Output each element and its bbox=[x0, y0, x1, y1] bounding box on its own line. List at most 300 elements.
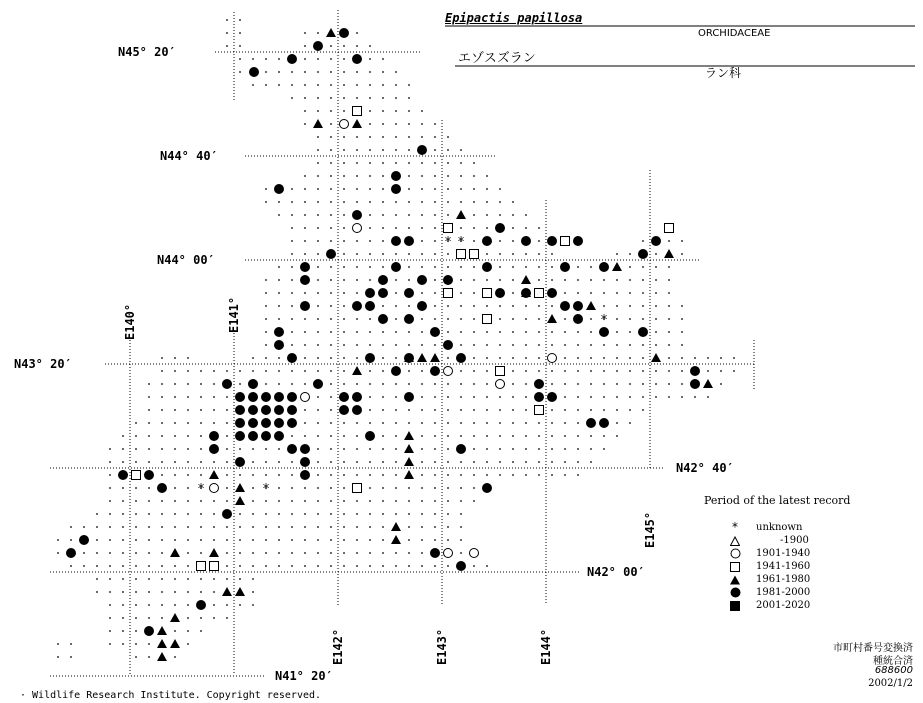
survey-dot bbox=[226, 422, 228, 424]
survey-dot bbox=[616, 331, 618, 333]
survey-dot bbox=[629, 396, 631, 398]
survey-dot bbox=[499, 409, 501, 411]
survey-dot bbox=[694, 357, 696, 359]
japanese-name: エゾスズラン bbox=[458, 51, 536, 66]
survey-dot bbox=[161, 526, 163, 528]
survey-dot bbox=[187, 396, 189, 398]
filled-triangle-icon bbox=[728, 575, 742, 585]
survey-dot bbox=[265, 513, 267, 515]
survey-dot bbox=[174, 578, 176, 580]
survey-dot bbox=[265, 71, 267, 73]
asterisk-icon: * bbox=[731, 520, 739, 534]
survey-dot bbox=[668, 292, 670, 294]
survey-dot bbox=[343, 474, 345, 476]
survey-dot bbox=[603, 396, 605, 398]
record-open-square bbox=[470, 250, 479, 259]
survey-dot bbox=[174, 513, 176, 515]
survey-dot bbox=[395, 487, 397, 489]
survey-dot bbox=[525, 370, 527, 372]
survey-dot bbox=[512, 292, 514, 294]
survey-dot bbox=[187, 435, 189, 437]
survey-dot bbox=[252, 448, 254, 450]
survey-dot bbox=[174, 370, 176, 372]
survey-dot bbox=[278, 370, 280, 372]
survey-dot bbox=[304, 292, 306, 294]
survey-dot bbox=[577, 279, 579, 281]
survey-dot bbox=[473, 383, 475, 385]
survey-dot bbox=[122, 591, 124, 593]
survey-dot bbox=[512, 435, 514, 437]
survey-dot bbox=[330, 110, 332, 112]
record-filled-circle bbox=[209, 444, 219, 454]
legend-item-1941-1960 bbox=[728, 560, 810, 573]
survey-dot bbox=[148, 435, 150, 437]
survey-dot bbox=[213, 591, 215, 593]
survey-dot bbox=[226, 45, 228, 47]
survey-dot bbox=[317, 84, 319, 86]
survey-dot bbox=[421, 526, 423, 528]
survey-dot bbox=[356, 175, 358, 177]
record-filled-circle bbox=[196, 600, 206, 610]
survey-dot bbox=[512, 383, 514, 385]
survey-dot bbox=[408, 526, 410, 528]
survey-dot bbox=[122, 565, 124, 567]
survey-dot bbox=[343, 513, 345, 515]
survey-dot bbox=[486, 409, 488, 411]
survey-dot bbox=[174, 383, 176, 385]
survey-dot bbox=[252, 487, 254, 489]
survey-dot bbox=[265, 84, 267, 86]
survey-dot bbox=[265, 461, 267, 463]
survey-dot bbox=[382, 214, 384, 216]
survey-dot bbox=[265, 279, 267, 281]
survey-dot bbox=[434, 253, 436, 255]
survey-dot bbox=[447, 422, 449, 424]
survey-dot bbox=[395, 292, 397, 294]
record-filled-triangle bbox=[222, 587, 232, 596]
survey-dot bbox=[395, 500, 397, 502]
survey-dot bbox=[343, 110, 345, 112]
survey-dot bbox=[356, 435, 358, 437]
record-filled-circle bbox=[261, 392, 271, 402]
record-filled-circle bbox=[352, 301, 362, 311]
survey-dot bbox=[330, 58, 332, 60]
record-filled-circle bbox=[339, 28, 349, 38]
record-filled-circle bbox=[222, 379, 232, 389]
survey-dot bbox=[408, 539, 410, 541]
survey-dot bbox=[499, 214, 501, 216]
record-filled-circle bbox=[222, 509, 232, 519]
survey-dot bbox=[135, 591, 137, 593]
survey-dot bbox=[512, 253, 514, 255]
survey-dot bbox=[330, 526, 332, 528]
survey-dot bbox=[382, 175, 384, 177]
survey-dot bbox=[304, 435, 306, 437]
survey-dot bbox=[187, 591, 189, 593]
survey-dot bbox=[369, 461, 371, 463]
survey-dot bbox=[616, 396, 618, 398]
survey-dot bbox=[291, 526, 293, 528]
survey-dot bbox=[421, 422, 423, 424]
record-filled-triangle bbox=[209, 548, 219, 557]
survey-dot bbox=[148, 539, 150, 541]
legend-item-2001-2020 bbox=[728, 599, 810, 612]
grid-lines bbox=[50, 10, 755, 676]
survey-dot bbox=[174, 422, 176, 424]
survey-dot bbox=[499, 422, 501, 424]
record-filled-circle bbox=[573, 314, 583, 324]
survey-dot bbox=[148, 526, 150, 528]
survey-dot bbox=[525, 435, 527, 437]
survey-dot bbox=[434, 474, 436, 476]
record-filled-circle bbox=[430, 548, 440, 558]
survey-dot bbox=[473, 370, 475, 372]
survey-dot bbox=[460, 344, 462, 346]
survey-dot bbox=[122, 513, 124, 515]
survey-dot bbox=[226, 578, 228, 580]
legend-item-unknown bbox=[728, 521, 802, 534]
survey-dot bbox=[161, 461, 163, 463]
survey-dot bbox=[317, 279, 319, 281]
survey-dot bbox=[226, 396, 228, 398]
survey-dot bbox=[187, 409, 189, 411]
record-filled-triangle bbox=[703, 379, 713, 388]
survey-dot bbox=[473, 201, 475, 203]
survey-dot bbox=[369, 565, 371, 567]
survey-dot bbox=[512, 305, 514, 307]
survey-dot bbox=[421, 513, 423, 515]
survey-dot bbox=[148, 656, 150, 658]
survey-dot bbox=[109, 487, 111, 489]
survey-dot bbox=[291, 552, 293, 554]
survey-dot bbox=[577, 461, 579, 463]
survey-dot bbox=[512, 318, 514, 320]
survey-dot bbox=[161, 617, 163, 619]
record-filled-circle bbox=[547, 392, 557, 402]
survey-dot bbox=[174, 565, 176, 567]
survey-dot bbox=[330, 383, 332, 385]
survey-dot bbox=[317, 487, 319, 489]
survey-dot bbox=[356, 357, 358, 359]
survey-dot bbox=[395, 253, 397, 255]
survey-dot bbox=[369, 136, 371, 138]
survey-dot bbox=[213, 422, 215, 424]
survey-dot bbox=[616, 305, 618, 307]
survey-dot bbox=[213, 578, 215, 580]
survey-dot bbox=[83, 526, 85, 528]
survey-dot bbox=[304, 513, 306, 515]
survey-dot bbox=[551, 266, 553, 268]
survey-dot bbox=[434, 266, 436, 268]
survey-dot bbox=[200, 552, 202, 554]
survey-dot bbox=[278, 279, 280, 281]
survey-dot bbox=[109, 578, 111, 580]
survey-dot bbox=[252, 604, 254, 606]
survey-dot bbox=[473, 344, 475, 346]
survey-dot bbox=[668, 344, 670, 346]
survey-dot bbox=[109, 539, 111, 541]
legend-item-1961-1980 bbox=[728, 573, 810, 586]
record-filled-circle bbox=[417, 301, 427, 311]
survey-dot bbox=[421, 240, 423, 242]
survey-dot bbox=[109, 591, 111, 593]
record-filled-circle bbox=[287, 405, 297, 415]
survey-dot bbox=[304, 344, 306, 346]
record-filled-circle bbox=[274, 418, 284, 428]
record-open-square bbox=[353, 107, 362, 116]
survey-dot bbox=[369, 487, 371, 489]
survey-dot bbox=[213, 539, 215, 541]
survey-dot bbox=[369, 383, 371, 385]
survey-dot bbox=[304, 45, 306, 47]
survey-dot bbox=[369, 500, 371, 502]
survey-dot bbox=[252, 591, 254, 593]
survey-dot bbox=[291, 71, 293, 73]
survey-dot bbox=[460, 383, 462, 385]
lon-label-144: E144° bbox=[539, 628, 553, 665]
survey-dot bbox=[330, 214, 332, 216]
survey-dot bbox=[187, 383, 189, 385]
survey-dot bbox=[447, 253, 449, 255]
survey-dot bbox=[408, 279, 410, 281]
survey-dot bbox=[317, 396, 319, 398]
survey-dot bbox=[421, 474, 423, 476]
survey-dot bbox=[564, 448, 566, 450]
survey-dot bbox=[356, 331, 358, 333]
survey-dot bbox=[226, 370, 228, 372]
survey-dot bbox=[135, 539, 137, 541]
survey-dot bbox=[356, 422, 358, 424]
survey-dot bbox=[512, 370, 514, 372]
record-filled-circle bbox=[79, 535, 89, 545]
survey-dot bbox=[460, 500, 462, 502]
survey-dot bbox=[278, 201, 280, 203]
survey-dot bbox=[161, 513, 163, 515]
survey-dot bbox=[317, 305, 319, 307]
survey-dot bbox=[395, 318, 397, 320]
survey-dot bbox=[369, 123, 371, 125]
survey-dot bbox=[174, 500, 176, 502]
record-filled-circle bbox=[300, 457, 310, 467]
record-open-circle bbox=[496, 380, 505, 389]
survey-dot bbox=[486, 383, 488, 385]
survey-dot bbox=[356, 461, 358, 463]
survey-dot bbox=[473, 305, 475, 307]
record-filled-triangle bbox=[391, 522, 401, 531]
survey-dot bbox=[70, 643, 72, 645]
survey-dot bbox=[460, 539, 462, 541]
survey-dot bbox=[356, 526, 358, 528]
survey-dot bbox=[356, 149, 358, 151]
survey-dot bbox=[629, 279, 631, 281]
survey-dot bbox=[148, 409, 150, 411]
survey-dot bbox=[161, 357, 163, 359]
survey-dot bbox=[434, 565, 436, 567]
survey-dot bbox=[642, 266, 644, 268]
survey-dot bbox=[174, 604, 176, 606]
survey-dot bbox=[304, 552, 306, 554]
record-filled-circle bbox=[300, 470, 310, 480]
survey-dot bbox=[642, 370, 644, 372]
survey-dot bbox=[304, 422, 306, 424]
survey-dot bbox=[187, 643, 189, 645]
survey-dot bbox=[148, 552, 150, 554]
legend-item-1981-2000 bbox=[728, 586, 810, 599]
survey-dot bbox=[278, 71, 280, 73]
survey-dot bbox=[577, 474, 579, 476]
survey-dot bbox=[395, 279, 397, 281]
survey-dot bbox=[356, 474, 358, 476]
survey-dot bbox=[161, 565, 163, 567]
record-filled-circle bbox=[391, 236, 401, 246]
survey-dot bbox=[200, 474, 202, 476]
survey-dot bbox=[343, 565, 345, 567]
survey-dot bbox=[447, 526, 449, 528]
survey-dot bbox=[382, 448, 384, 450]
survey-dot bbox=[434, 227, 436, 229]
lat-label-43-20: N43° 20′ bbox=[14, 357, 72, 371]
survey-dot bbox=[668, 396, 670, 398]
survey-dot bbox=[460, 422, 462, 424]
survey-dot bbox=[655, 292, 657, 294]
record-asterisk: * bbox=[262, 482, 270, 497]
survey-dot bbox=[382, 149, 384, 151]
survey-dot bbox=[447, 435, 449, 437]
survey-dot bbox=[421, 344, 423, 346]
survey-dot bbox=[395, 396, 397, 398]
legend-label: unknown bbox=[756, 522, 803, 533]
survey-dot bbox=[239, 19, 241, 21]
survey-dot bbox=[486, 331, 488, 333]
survey-dot bbox=[304, 357, 306, 359]
record-filled-circle bbox=[313, 41, 323, 51]
survey-dot bbox=[460, 513, 462, 515]
survey-dot bbox=[239, 604, 241, 606]
record-filled-triangle bbox=[170, 639, 180, 648]
survey-dot bbox=[343, 149, 345, 151]
record-filled-circle bbox=[547, 288, 557, 298]
record-filled-circle bbox=[157, 483, 167, 493]
survey-dot bbox=[265, 305, 267, 307]
survey-dot bbox=[122, 487, 124, 489]
survey-dot bbox=[499, 188, 501, 190]
survey-dot bbox=[707, 357, 709, 359]
record-filled-circle bbox=[249, 67, 259, 77]
survey-dot bbox=[603, 292, 605, 294]
survey-dot bbox=[343, 526, 345, 528]
survey-dot bbox=[291, 305, 293, 307]
record-filled-circle bbox=[365, 431, 375, 441]
survey-dot bbox=[447, 188, 449, 190]
survey-dot bbox=[577, 292, 579, 294]
record-filled-circle bbox=[248, 418, 258, 428]
survey-dot bbox=[382, 383, 384, 385]
survey-dot bbox=[187, 461, 189, 463]
survey-dot bbox=[83, 565, 85, 567]
survey-dot bbox=[564, 357, 566, 359]
survey-dot bbox=[395, 110, 397, 112]
survey-dot bbox=[499, 448, 501, 450]
survey-dot bbox=[161, 383, 163, 385]
survey-dot bbox=[421, 409, 423, 411]
survey-dot bbox=[148, 461, 150, 463]
legend-label: -1900 bbox=[780, 535, 809, 546]
survey-dot bbox=[473, 331, 475, 333]
record-open-square bbox=[665, 224, 674, 233]
survey-dot bbox=[330, 188, 332, 190]
record-filled-circle bbox=[300, 444, 310, 454]
survey-dot bbox=[408, 344, 410, 346]
survey-dot bbox=[460, 279, 462, 281]
record-open-square bbox=[197, 562, 206, 571]
survey-dot bbox=[460, 435, 462, 437]
legend-item-1900 bbox=[728, 534, 809, 547]
survey-dot bbox=[252, 357, 254, 359]
survey-dot bbox=[421, 253, 423, 255]
record-filled-circle bbox=[482, 236, 492, 246]
survey-dot bbox=[577, 344, 579, 346]
survey-dot bbox=[395, 149, 397, 151]
survey-dot bbox=[395, 448, 397, 450]
survey-dot bbox=[655, 253, 657, 255]
survey-dot bbox=[421, 461, 423, 463]
survey-dot bbox=[330, 123, 332, 125]
survey-dot bbox=[421, 552, 423, 554]
survey-dot bbox=[148, 617, 150, 619]
survey-dot bbox=[369, 227, 371, 229]
survey-dot bbox=[317, 227, 319, 229]
survey-dot bbox=[460, 474, 462, 476]
survey-dot bbox=[161, 422, 163, 424]
survey-dot bbox=[525, 422, 527, 424]
survey-dot bbox=[356, 32, 358, 34]
survey-dot bbox=[330, 487, 332, 489]
survey-dot bbox=[252, 513, 254, 515]
filled-circle-icon bbox=[728, 587, 742, 598]
survey-dot bbox=[382, 552, 384, 554]
survey-dot bbox=[317, 461, 319, 463]
survey-dot bbox=[109, 513, 111, 515]
survey-dot bbox=[291, 370, 293, 372]
survey-dot bbox=[382, 136, 384, 138]
record-open-square bbox=[444, 289, 453, 298]
survey-dot bbox=[213, 526, 215, 528]
survey-dot bbox=[317, 526, 319, 528]
survey-dot bbox=[265, 500, 267, 502]
survey-dot bbox=[317, 175, 319, 177]
record-filled-circle bbox=[339, 392, 349, 402]
survey-dot bbox=[57, 643, 59, 645]
survey-dot bbox=[343, 279, 345, 281]
record-filled-circle bbox=[365, 353, 375, 363]
survey-dot bbox=[447, 162, 449, 164]
survey-dot bbox=[239, 474, 241, 476]
survey-dot bbox=[265, 383, 267, 385]
survey-dot bbox=[590, 448, 592, 450]
survey-dot bbox=[421, 435, 423, 437]
survey-dot bbox=[265, 539, 267, 541]
lon-label-145: E145° bbox=[643, 511, 657, 548]
survey-dot bbox=[213, 513, 215, 515]
survey-dot bbox=[525, 383, 527, 385]
survey-dot bbox=[109, 526, 111, 528]
survey-dot bbox=[421, 539, 423, 541]
record-filled-triangle bbox=[456, 210, 466, 219]
survey-dot bbox=[408, 110, 410, 112]
survey-dot bbox=[291, 487, 293, 489]
survey-dot bbox=[161, 539, 163, 541]
survey-dot bbox=[629, 253, 631, 255]
